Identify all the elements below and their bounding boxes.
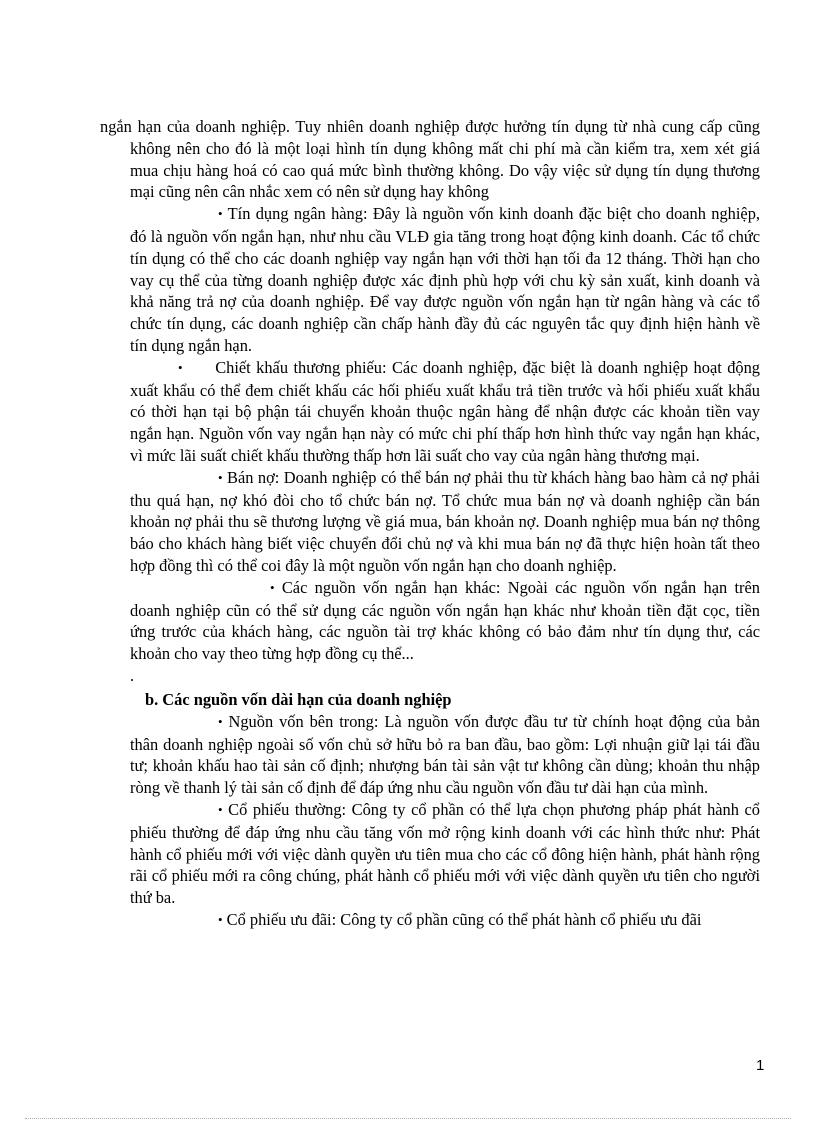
bullet-icon: • (218, 469, 223, 485)
bullet-icon: • (270, 579, 275, 595)
bullet-nguon-von-ngan-han-khac (100, 577, 760, 665)
section-heading-b: b. Các nguồn vốn dài hạn của doanh nghiệp (145, 689, 452, 709)
page-number: 1 (756, 1057, 765, 1074)
bullet-text: Nguồn vốn bên trong: Là nguồn vốn được đầu tư từ chính hoạt động của bản thân doanh nghiệp ngoài số vốn chủ sở hữu bỏ ra ban đầu, bao gồm: Lợi nhuận giữ lại tái đầu tư; khoản khấu hao tài sản cố định; nhượng bán tài sản vật tư không cần dùng; khoản thu nhập ròng về thanh lý tài sản cố định để đáp ứng nhu cầu nguồn vốn đầu tư dài hạn của mình. (130, 711, 760, 798)
bullet-text: Chiết khấu thương phiếu: Các doanh nghiệp, đặc biệt là doanh nghiệp hoạt động xuất khẩu có thể đem chiết khấu các hối phiếu xuất khẩu trả tiền trước và hối phiếu xuất khẩu có thời hạn tại bộ phận tái chuyển khoản thuộc ngân hàng để nhận được các khoản tiền vay ngắn hạn. Nguồn vốn vay ngắn hạn này có mức chi phí thấp hơn hình thức vay ngắn hạn khác, vì mức lãi suất chiết khấu thường thấp hơn lãi suất cho vay của ngân hàng thương mại. (130, 357, 760, 465)
bullet-tin-dung-ngan-hang (100, 203, 760, 357)
bullet-icon: • (178, 359, 183, 375)
bullet-co-phieu-thuong (100, 799, 760, 909)
bullet-text: Tín dụng ngân hàng: Đây là nguồn vốn kinh doanh đặc biệt cho doanh nghiệp, đó là nguồn vốn ngắn hạn, như nhu cầu VLĐ gia tăng trong hoạt động kinh doanh. Các tổ chức tín dụng có thể cho các doanh nghiệp vay ngắn hạn với thời hạn tối đa 12 tháng. Thời hạn cho vay cụ thể của từng doanh nghiệp được xác định phù hợp với chu kỳ sản xuất, kinh doanh và khả năng trả nợ của doanh nghiệp. Để vay được nguồn vốn ngắn hạn từ ngân hàng và các tổ chức tín dụng, các doanh nghiệp cần chấp hành đầy đủ các nguyên tắc quy định hiện hành về tín dụng ngắn hạn. (130, 204, 760, 355)
document-body (100, 116, 760, 932)
bullet-icon: • (218, 713, 223, 729)
bullet-co-phieu-uu-dai (100, 909, 760, 932)
bullet-icon: • (218, 801, 223, 817)
bullet-icon: • (218, 206, 223, 222)
bullet-text: Cổ phiếu thường: Công ty cổ phần có thể lựa chọn phương pháp phát hành cổ phiếu thường để đáp ứng nhu cầu tăng vốn mở rộng kinh doanh với các hình thức như: Phát hành cổ phiếu mới với việc dành quyền ưu tiên mua cho các cổ đông hiện hành, phát hành rộng rãi cổ phiếu mới ra công chúng, phát hành cổ phiếu mới với việc dành quyền ưu tiên cho người thứ ba. (130, 799, 760, 908)
bullet-icon: • (218, 911, 223, 927)
bullet-ban-no (100, 467, 760, 577)
bullet-text: Các nguồn vốn ngắn hạn khác: Ngoài các nguồn vốn ngắn hạn trên doanh nghiệp cũn có thể sử dụng các nguồn vốn ngắn hạn khác như khoản tiền đặt cọc, tiền ứng trước của khách hàng, các nguồn tài trợ khác không có bảo đảm như tín dụng thư, các khoản cho vay theo từng hợp đồng cụ thể... (130, 577, 760, 664)
page-bottom-rule (25, 1118, 791, 1119)
bullet-text: Cổ phiếu ưu đãi: Công ty cổ phần cũng có thể phát hành cổ phiếu ưu đãi (226, 909, 702, 929)
bullet-nguon-von-ben-trong (100, 711, 760, 799)
stray-dot: . (130, 665, 135, 685)
bullet-text: Bán nợ: Doanh nghiệp có thể bán nợ phải thu từ khách hàng bao hàm cả nợ phải thu quá hạn, nợ khó đòi cho tổ chức bán nợ. Tổ chức mua bán nợ và doanh nghiệp cần bán khoản nợ phải thu sẽ thương lượng về giá mua, bán khoản nợ. Doanh nghiệp mua bán nợ thông báo cho khách hàng biết việc chuyển đổi chủ nợ và khi mua bán nợ đã thực hiện hoàn tất theo hợp đồng thì có thể coi đây là một nguồn vốn ngắn hạn cho doanh nghiệp. (130, 467, 760, 575)
bullet-chiet-khau-thuong-phieu (100, 357, 760, 467)
intro-paragraph: ngắn hạn của doanh nghiệp. Tuy nhiên doanh nghiệp được hưởng tín dụng từ nhà cung cấp cũng không nên cho đó là một loại hình tín dụng không mất chi phí mà cần kiểm tra, xem xét giá mua chịu hàng hoá có cao quá mức bình thường không. Do vậy việc sử dụng tín dụng thương mại cũng nên cân nhắc xem có nên sử dụng hay không (100, 117, 760, 202)
